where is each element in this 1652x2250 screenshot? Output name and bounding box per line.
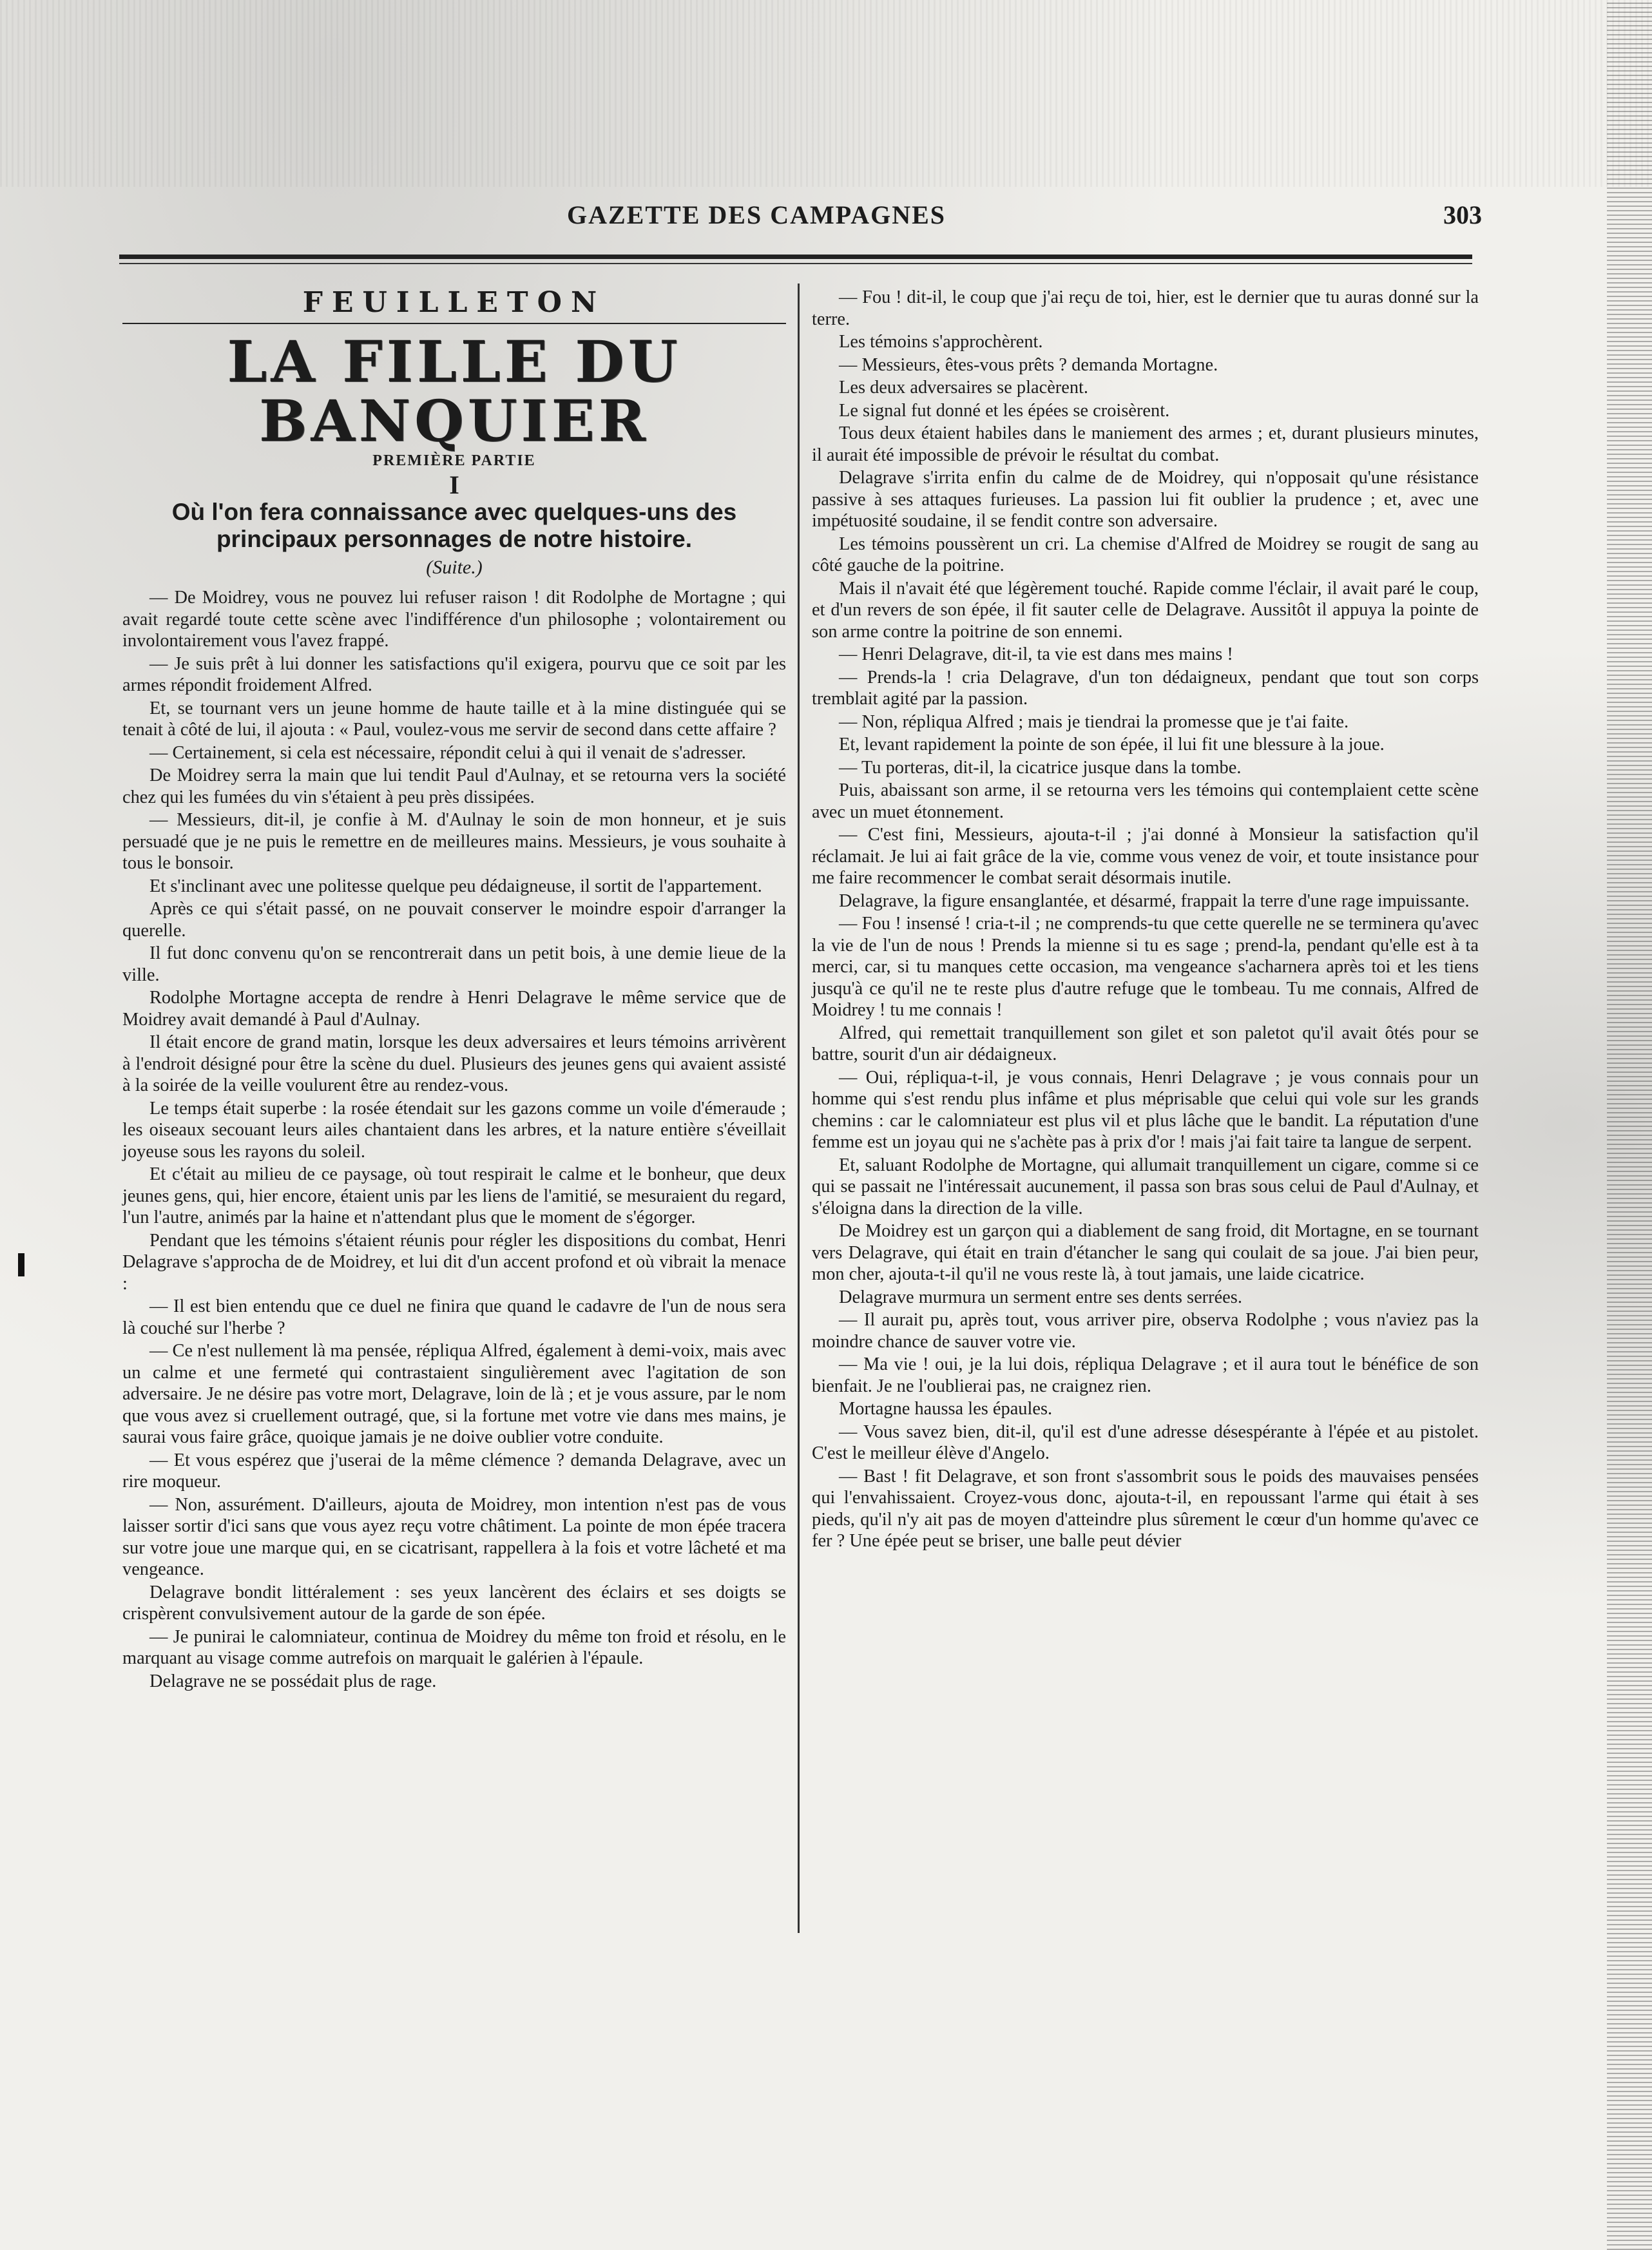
paragraph: Les témoins s'approchèrent. [839,332,1043,352]
paragraph: — Non, assurément. D'ailleurs, ajouta de Moidrey, mon intention n'est pas de vous laisser sortir d'ici sans que vous ayez reçu votre châtiment. La pointe de mon épée tracera sur votre joue une marque qui, en se cicatrisant, rappellera à la fois et votre lâcheté et ma vengeance. [122,1494,786,1579]
feuilleton-rule [122,323,786,324]
header-rule-thick [119,255,1472,259]
paragraph: — Non, répliqua Alfred ; mais je tiendrai la promesse que je t'ai faite. [839,711,1349,732]
paragraph: Il fut donc convenu qu'on se rencontrerait dans un petit bois, à une demie lieue de la ville. [122,943,786,985]
continued-label: (Suite.) [426,556,483,578]
paragraph: De Moidrey serra la main que lui tendit Paul d'Aulnay, et se retourna vers la société chez qui les fumées du vin s'étaient à peu près dissipées. [122,765,786,807]
paragraph: Et, se tournant vers un jeune homme de haute taille et à la mine distinguée qui se tenait à côté de lui, il ajouta : « Paul, voulez-vous me servir de second dans cette affaire ? [122,698,786,740]
paragraph: — Il aurait pu, après tout, vous arriver pire, observa Rodolphe ; vous n'aviez pas la moindre chance de sauver votre vie. [812,1310,1479,1352]
paragraph: — Je punirai le calomniateur, continua de Moidrey du même ton froid et résolu, en le marquant au visage comme autrefois on marquait le galérien à l'épaule. [122,1626,786,1668]
paragraph: — Oui, répliqua-t-il, je vous connais, Henri Delagrave ; je vous connais pour un homme qui s'est rendu plus infâme et plus méprisable que celui qui vole sur les grands chemins : car le calomniateur est plus vil et plus lâche que le bandit. La réputation d'une femme est un joyau qui ne s'achète pas à prix d'or ! mais j'ai fait taire ta langue de serpent. [812,1067,1479,1152]
paragraph: — Certainement, si cela est nécessaire, répondit celui à qui il venait de s'adresser. [149,742,746,763]
part-label: PREMIÈRE PARTIE [372,452,536,469]
paragraph: Delagrave ne se possédait plus de rage. [149,1671,437,1691]
paragraph: — C'est fini, Messieurs, ajouta-t-il ; j'ai donné à Monsieur la satisfaction qu'il réclamait. Je lui ai fait grâce de la vie, comme vous venez de voir, et toute insistance pour me faire recommencer le combat serait désormais inutile. [812,825,1479,888]
paragraph: — Vous savez bien, dit-il, qu'il est d'une adresse désespérante à l'épée et au pistolet. C'est le meilleur élève d'Angelo. [812,1421,1479,1463]
paragraph: — Bast ! fit Delagrave, et son front s'assombrit sous le poids des mauvaises pensées qui l'envahissaient. Croyez-vous donc, ajouta-t-il, en repoussant l'arme qui était à ses pieds, qu'il n'y ait pas de moyen d'atteindre plus sûrement le cœur d'un homme qu'avec ce fer ? Une épée peut se briser, une balle peut dévier [812,1466,1479,1551]
newspaper-title: GAZETTE DES CAMPAGNES [567,200,946,229]
left-column-text [122,587,786,1692]
paragraph: Mais il n'avait été que légèrement touché. Rapide comme l'éclair, il avait paré le coup, et d'un revers de son épée, il fit sauter celle de Delagrave. Aussitôt il appuya la pointe de son arme contre la poitrine de son ennemi. [812,578,1479,642]
paragraph: Pendant que les témoins s'étaient réunis pour régler les dispositions du combat, Henri Delagrave s'approcha de de Moidrey, et lui dit d'un accent profond et où vibrait la menace : [122,1230,786,1294]
paragraph: Delagrave murmura un serment entre ses dents serrées. [839,1287,1242,1307]
paragraph: Alfred, qui remettait tranquillement son gilet et son paletot qu'il avait ôtés pour se battre, sourit d'un air dédaigneux. [812,1023,1479,1064]
paragraph: Delagrave s'irrita enfin du calme de de Moidrey, qui n'opposait qu'une résistance passive à ses attaques furieuses. La passion lui fit oublier la prudence ; et, avec une impétuosité soudaine, il se fendit contre son adversaire. [812,468,1479,531]
paragraph: Le signal fut donné et les épées se croisèrent. [839,400,1170,421]
right-column-text [812,287,1479,1552]
paragraph: Il était encore de grand matin, lorsque les deux adversaires et leurs témoins arrivèrent à l'endroit désigné pour être la scène du duel. Plusieurs des jeunes gens qui avaient assisté à la soirée de la veille voulurent être au rendez-vous. [122,1032,786,1095]
feuilleton-label: FEUILLETON [302,286,606,319]
paragraph: — De Moidrey, vous ne pouvez lui refuser raison ! dit Rodolphe de Mortagne ; qui avait regardé toute cette scène avec l'indifférence d'un philosophe ; volontairement ou involontairement vous l'avez frappé. [122,588,786,651]
header-rule-thin [119,263,1472,264]
paragraph: Delagrave, la figure ensanglantée, et désarmé, frappait la terre d'une rage impuissante. [839,890,1470,911]
paragraph: Tous deux étaient habiles dans le maniement des armes ; et, durant plusieurs minutes, il aurait été impossible de prévoir le résultat du combat. [812,423,1479,465]
paragraph: — Je suis prêt à lui donner les satisfactions qu'il exigera, pourvu que ce soit par les armes répondit froidement Alfred. [122,653,786,695]
paragraph: Rodolphe Mortagne accepta de rendre à Henri Delagrave le même service que de Moidrey avait demandé à Paul d'Aulnay. [122,988,786,1030]
paragraph: De Moidrey est un garçon qui a diablement de sang froid, dit Mortagne, en se tournant vers Delagrave, qui était en train d'étancher le sang qui coulait de sa joue. J'ai bien peur, mon cher, ajouta-t-il qu'il ne vous reste là, à tout jamais, une laide cicatrice. [812,1221,1479,1284]
paragraph: — Et vous espérez que j'userai de la même clémence ? demanda Delagrave, avec un rire moqueur. [122,1450,786,1492]
paragraph: — Messieurs, êtes-vous prêts ? demanda Mortagne. [839,354,1218,375]
paragraph: Et, saluant Rodolphe de Mortagne, qui allumait tranquillement un cigare, comme si ce qui se passait ne l'intéressait aucunement, il passa son bras sous celui de Paul d'Aulnay, et s'éloigna dans la direction de la ville. [812,1155,1479,1218]
paragraph: Et s'inclinant avec une politesse quelque peu dédaigneuse, il sortit de l'appartement. [149,876,762,896]
paragraph: Après ce qui s'était passé, on ne pouvait conserver le moindre espoir d'arranger la querelle. [122,899,786,941]
paragraph: Delagrave bondit littéralement : ses yeux lancèrent des éclairs et ses doigts se crispèrent convulsivement autour de la garde de son épée. [122,1582,786,1624]
chapter-title: Où l'on fera connaissance avec quelques-uns des principaux personnages de notre histoire. [171,498,737,552]
paragraph: — Ce n'est nullement là ma pensée, répliqua Alfred, également à demi-voix, mais avec un calme et une fermeté qui contrastaient singulièrement avec l'agitation de son adversaire. Je ne désire pas votre mort, Delagrave, loin de là ; et je vous assure, par le nom que vous avez si cruellement outragé, que, si la fortune met votre vie dans mes mains, je saurai vous faire grâce, quoique jamais je ne doive oublier votre conduite. [122,1341,786,1447]
paragraph: — Henri Delagrave, dit-il, ta vie est dans mes mains ! [839,644,1233,664]
chapter-number: I [449,470,459,499]
paragraph: Et c'était au milieu de ce paysage, où tout respirait le calme et le bonheur, que deux jeunes gens, qui, hier encore, étaient unis par les liens de l'amitié, se mesuraient du regard, l'un l'autre, animés par la haine et n'attendant plus que le moment de s'égorger. [122,1164,786,1227]
paragraph: — Messieurs, dit-il, je confie à M. d'Aulnay le soin de mon honneur, et je suis persuadé que je ne puis le remettre en de meilleures mains. Messieurs, je vous souhaite à tous le bonsoir. [122,810,786,873]
paragraph: Puis, abaissant son arme, il se retourna vers les témoins qui contemplaient cette scène avec un muet étonnement. [812,780,1479,822]
paragraph: — Prends-la ! cria Delagrave, d'un ton dédaigneux, pendant que tout son corps tremblait agité par la passion. [812,667,1479,709]
scan-edge-right [1607,0,1652,2250]
paragraph: Mortagne haussa les épaules. [839,1399,1053,1419]
scan-noise-top [0,0,1652,187]
paragraph: — Tu porteras, dit-il, la cicatrice jusque dans la tombe. [839,757,1242,778]
paragraph: Les deux adversaires se placèrent. [839,378,1089,398]
margin-mark [18,1253,24,1276]
column-divider [798,284,800,1933]
page-number: 303 [1443,200,1482,229]
right-column [812,287,1479,1553]
novel-title: LA FILLE DU BANQUIER [227,327,682,454]
paragraph: Les témoins poussèrent un cri. La chemise d'Alfred de Moidrey se rougit de sang au côté gauche de la poitrine. [812,534,1479,575]
paragraph: Le temps était superbe : la rosée étendait sur les gazons comme un voile d'émeraude ; les oiseaux secouant leurs ailes chantaient dans les arbres, et la nature entière s'éveillait joyeuse sous les rayons du soleil. [122,1098,786,1162]
paragraph: — Ma vie ! oui, je la lui dois, répliqua Delagrave ; et il aura tout le bénéfice de son bienfait. Je ne l'oublierai pas, ne craignez rien. [812,1354,1479,1396]
paragraph: — Il est bien entendu que ce duel ne finira que quand le cadavre de l'un de nous sera là couché sur l'herbe ? [122,1296,786,1338]
paragraph: — Fou ! dit-il, le coup que j'ai reçu de toi, hier, est le dernier que tu auras donné sur la terre. [812,287,1479,329]
paragraph: Et, levant rapidement la pointe de son épée, il lui fit une blessure à la joue. [839,735,1385,755]
left-column [122,287,786,1693]
page-header [567,200,1482,238]
paragraph: — Fou ! insensé ! cria-t-il ; ne comprends-tu que cette querelle ne se terminera qu'avec la vie de l'un de nous ! Prends la mienne si tu es sage ; prend-la, pendant qu'elle est à ta merci, car, si tu manques cette occasion, ma vengeance s'acharnera après toi et les tiens jusqu'à ce qu'il ne te reste plus d'autre refuge que le tombeau. Tu me connais, Alfred de Moidrey ! tu me connais ! [812,914,1479,1020]
